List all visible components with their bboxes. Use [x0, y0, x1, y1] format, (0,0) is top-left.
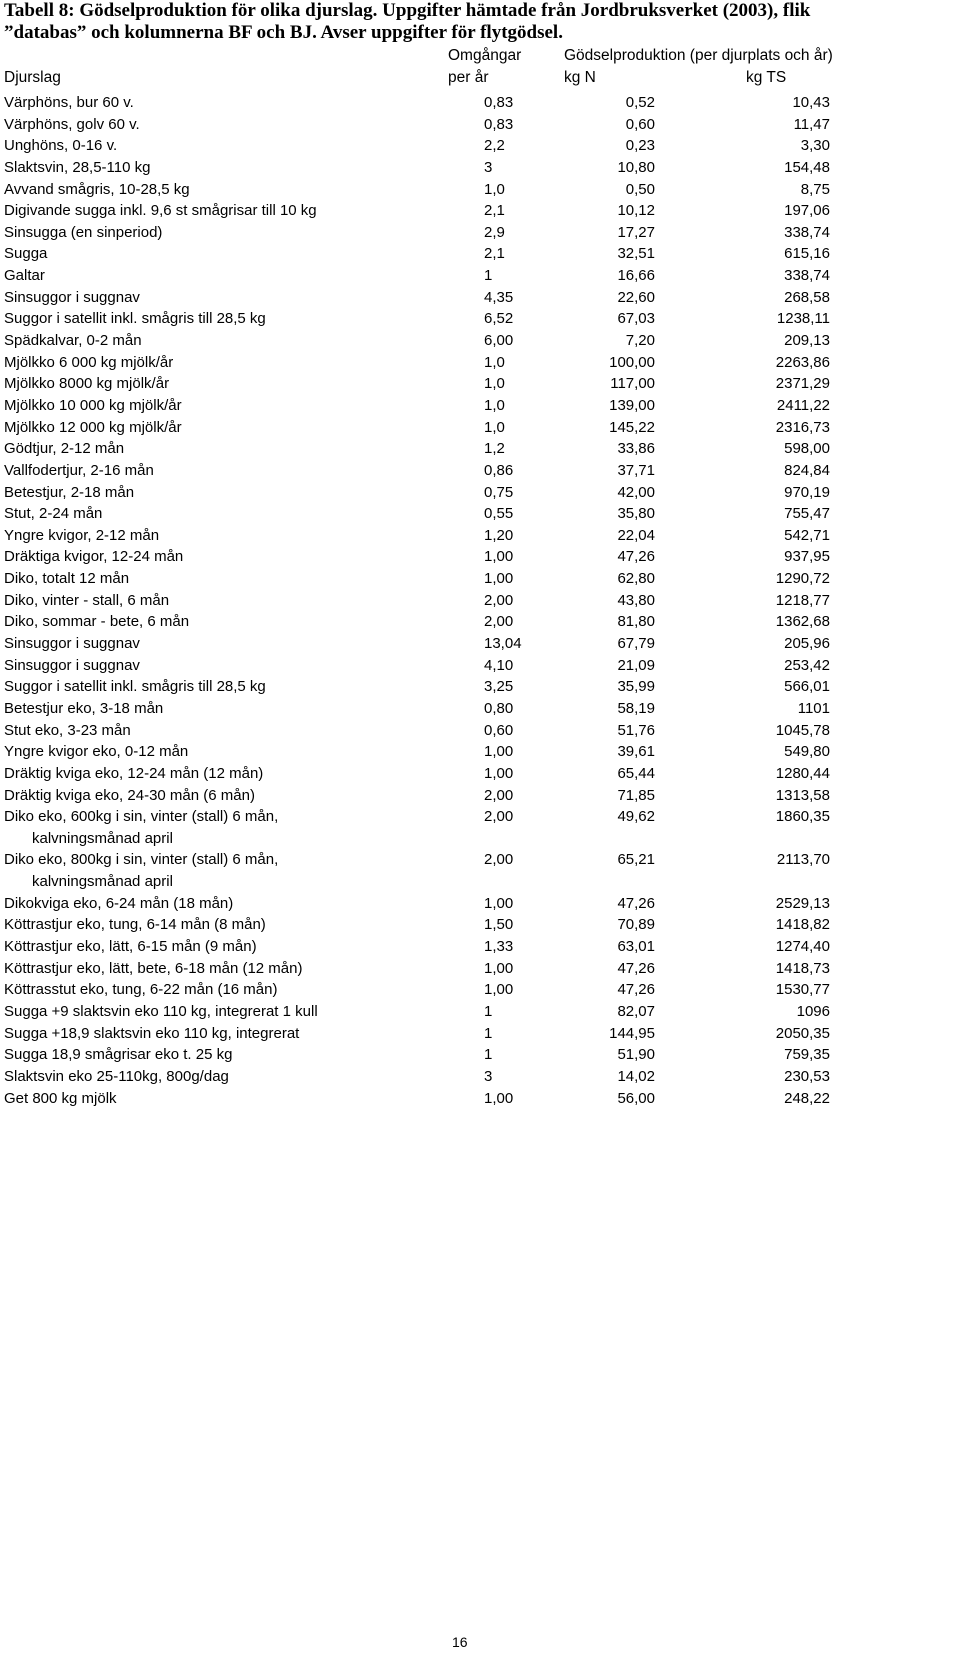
djurslag-text: Köttrastjur eko, lätt, 6-15 mån (9 mån): [4, 938, 257, 956]
cell-djurslag: [4, 92, 134, 114]
cell-djurslag: [4, 546, 183, 568]
cell-omgangar: 0,55: [484, 505, 514, 523]
cell-kg-n: 65,21: [617, 851, 655, 869]
cell-djurslag: [4, 135, 117, 157]
cell-kg-n: 67,79: [617, 635, 655, 653]
cell-kg-ts: 615,16: [784, 245, 830, 263]
cell-kg-n: 0,52: [625, 94, 655, 111]
djurslag-text: Diko, totalt 12 mån: [4, 570, 130, 588]
cell-omgangar: 3: [484, 1067, 493, 1085]
cell-kg-n: 10,12: [617, 202, 655, 220]
cell-kg-n: 70,89: [617, 916, 655, 934]
cell-kg-n: 56,00: [617, 1089, 655, 1107]
cell-djurslag: [4, 308, 266, 330]
table-row: [0, 352, 960, 374]
table-row: [0, 308, 960, 330]
table-row: [0, 806, 960, 849]
djurslag-text: Gödtjur, 2-12 mån: [4, 440, 125, 458]
cell-kg-ts: 2371,29: [775, 375, 830, 393]
cell-omgangar: 1,00: [484, 1089, 514, 1107]
cell-kg-ts: 970,19: [784, 483, 830, 501]
cell-djurslag: [4, 1066, 229, 1088]
cell-djurslag: [4, 482, 134, 504]
djurslag-text: Dikokviga eko, 6-24 mån (18 mån): [4, 894, 234, 912]
djurslag-text: Sinsuggor i suggnav: [4, 656, 140, 674]
table-row: [0, 676, 960, 698]
cell-omgangar: 1: [484, 1002, 493, 1020]
table-row: [0, 936, 960, 958]
cell-kg-n: 63,01: [617, 938, 655, 956]
cell-djurslag: [4, 417, 182, 439]
cell-kg-ts: 205,96: [784, 635, 830, 653]
cell-omgangar: 1,00: [484, 743, 514, 761]
djurslag-text: Betestjur eko, 3-18 mån: [4, 699, 164, 717]
table-row: [0, 265, 960, 287]
cell-kg-ts: 248,22: [784, 1089, 830, 1107]
cell-kg-n: 51,76: [617, 721, 655, 739]
cell-kg-n: 0,50: [625, 180, 655, 198]
table-row: [0, 785, 960, 807]
cell-djurslag: [4, 698, 163, 720]
cell-omgangar: 6,00: [484, 332, 514, 350]
cell-kg-n: 47,26: [617, 894, 655, 912]
djurslag-text: Yngre kvigor, 2-12 mån: [4, 526, 160, 544]
table-row: [0, 222, 960, 244]
table-row: [0, 893, 960, 915]
table-row: [0, 720, 960, 742]
cell-kg-ts: 759,35: [784, 1046, 830, 1064]
table-row: [0, 958, 960, 980]
table-row: [0, 395, 960, 417]
cell-djurslag: [4, 720, 131, 742]
cell-omgangar: 1,33: [484, 938, 514, 956]
table-row: [0, 438, 960, 460]
cell-omgangar: 4,35: [484, 288, 514, 306]
cell-djurslag: [4, 1023, 299, 1045]
djurslag-text: Köttrasstut eko, tung, 6-22 mån (16 mån): [4, 981, 278, 999]
cell-omgangar: 4,10: [484, 656, 514, 674]
cell-kg-n: 47,26: [617, 981, 655, 999]
table-row: [0, 460, 960, 482]
cell-kg-n: 47,26: [617, 959, 655, 977]
cell-kg-n: 35,80: [617, 505, 655, 523]
cell-kg-ts: 1101: [797, 699, 830, 717]
djurslag-text: Sugga 18,9 smågrisar eko t. 25 kg: [4, 1046, 233, 1064]
cell-kg-n: 14,02: [617, 1067, 655, 1085]
djurslag-text: Yngre kvigor eko, 0-12 mån: [4, 743, 189, 761]
cell-kg-n: 62,80: [617, 570, 655, 588]
cell-omgangar: 1,2: [484, 440, 505, 458]
djurslag-text: Avvand smågris, 10-28,5 kg: [4, 180, 190, 198]
cell-djurslag: [4, 157, 150, 179]
djurslag-text: Digivande sugga inkl. 9,6 st smågrisar till 10 kg: [4, 202, 317, 220]
cell-kg-n: 71,85: [617, 786, 655, 804]
cell-kg-n: 67,03: [617, 310, 655, 328]
cell-kg-n: 32,51: [617, 245, 655, 263]
cell-kg-n: 21,09: [617, 656, 655, 674]
djurslag-text: Suggor i satellit inkl. smågris till 28,5 kg: [4, 678, 266, 696]
djurslag-text-continued: kalvningsmånad april: [32, 829, 173, 847]
cell-kg-n: 35,99: [617, 678, 655, 696]
cell-omgangar: 0,86: [484, 461, 514, 479]
cell-omgangar: 1,00: [484, 894, 514, 912]
cell-djurslag: [4, 287, 140, 309]
cell-djurslag: [4, 222, 162, 244]
cell-omgangar: 0,60: [484, 721, 514, 739]
header-djurslag: Djurslag: [4, 69, 61, 86]
cell-kg-n: 65,44: [617, 764, 655, 782]
cell-kg-ts: 1530,77: [775, 981, 830, 999]
cell-kg-ts: 566,01: [784, 678, 830, 696]
cell-kg-ts: 2529,13: [775, 894, 830, 912]
cell-djurslag: [4, 438, 124, 460]
cell-djurslag: [4, 785, 255, 807]
cell-djurslag: [4, 568, 129, 590]
cell-djurslag: [4, 849, 278, 892]
cell-omgangar: 6,52: [484, 310, 514, 328]
cell-djurslag: [4, 395, 182, 417]
djurslag-text: Sinsuggor i suggnav: [4, 288, 140, 306]
table-row: [0, 525, 960, 547]
cell-kg-ts: 549,80: [784, 743, 830, 761]
cell-kg-n: 42,00: [617, 483, 655, 501]
cell-djurslag: [4, 1001, 318, 1023]
cell-omgangar: 1,20: [484, 526, 514, 544]
table-row: [0, 633, 960, 655]
cell-kg-ts: 2050,35: [775, 1024, 830, 1042]
table-row: [0, 763, 960, 785]
cell-kg-ts: 2113,70: [776, 851, 830, 869]
djurslag-text: Mjölkko 8000 kg mjölk/år: [4, 375, 170, 393]
cell-kg-ts: 268,58: [784, 288, 830, 306]
cell-kg-ts: 230,53: [784, 1067, 830, 1085]
djurslag-text: Diko eko, 600kg i sin, vinter (stall) 6 mån,: [4, 808, 279, 826]
cell-djurslag: [4, 352, 173, 374]
cell-kg-ts: 338,74: [784, 223, 830, 241]
cell-kg-ts: 755,47: [784, 505, 830, 523]
cell-omgangar: 2,2: [484, 137, 505, 155]
cell-djurslag: [4, 525, 159, 547]
cell-omgangar: 13,04: [484, 635, 522, 653]
table-row: [0, 849, 960, 892]
table-row: [0, 741, 960, 763]
table-row: [0, 1088, 960, 1110]
cell-omgangar: 2,00: [484, 851, 514, 869]
cell-omgangar: 1,00: [484, 570, 514, 588]
cell-omgangar: 2,9: [484, 223, 505, 241]
cell-djurslag: [4, 114, 140, 136]
table-row: [0, 92, 960, 114]
djurslag-text: Unghöns, 0-16 v.: [4, 137, 118, 155]
cell-djurslag: [4, 763, 263, 785]
caption-line-2: ”databas” och kolumnerna BF och BJ. Avser uppgifter för flytgödsel.: [4, 22, 563, 43]
table-row: [0, 503, 960, 525]
cell-kg-ts: 1418,82: [775, 916, 830, 934]
djurslag-text: Köttrastjur eko, lätt, bete, 6-18 mån (12 mån): [4, 959, 303, 977]
djurslag-text: Mjölkko 10 000 kg mjölk/år: [4, 396, 182, 414]
djurslag-text: Värphöns, golv 60 v.: [4, 115, 140, 133]
cell-omgangar: 1,0: [484, 396, 505, 414]
header-godselproduktion: Gödselproduktion (per djurplats och år): [564, 47, 833, 64]
cell-omgangar: 1,0: [484, 180, 505, 198]
table-row: [0, 200, 960, 222]
djurslag-text: Suggor i satellit inkl. smågris till 28,5 kg: [4, 310, 266, 328]
table-row: [0, 287, 960, 309]
djurslag-text: Diko eko, 800kg i sin, vinter (stall) 6 mån,: [4, 851, 279, 869]
cell-djurslag: [4, 806, 278, 849]
djurslag-text: Köttrastjur eko, tung, 6-14 mån (8 mån): [4, 916, 266, 934]
table-row: [0, 179, 960, 201]
djurslag-text: Dräktig kviga eko, 12-24 mån (12 mån): [4, 764, 264, 782]
cell-omgangar: 1: [484, 267, 493, 285]
cell-kg-n: 82,07: [617, 1002, 655, 1020]
cell-omgangar: 1,00: [484, 981, 514, 999]
cell-omgangar: 1,50: [484, 916, 514, 934]
cell-kg-n: 58,19: [617, 699, 655, 717]
cell-omgangar: 2,00: [484, 613, 514, 631]
cell-djurslag: [4, 676, 266, 698]
header-per-ar: per år: [448, 69, 489, 86]
cell-djurslag: [4, 373, 169, 395]
table-row: [0, 114, 960, 136]
table-row: [0, 655, 960, 677]
cell-kg-n: 117,00: [610, 375, 655, 393]
cell-kg-n: 22,04: [617, 526, 655, 544]
cell-kg-n: 33,86: [617, 440, 655, 458]
cell-kg-ts: 824,84: [784, 461, 830, 479]
cell-kg-ts: 2263,86: [775, 353, 830, 371]
cell-omgangar: 1,0: [484, 375, 505, 393]
cell-kg-n: 0,23: [625, 137, 655, 155]
cell-kg-ts: 1045,78: [775, 721, 830, 739]
djurslag-text: Get 800 kg mjölk: [4, 1089, 117, 1107]
cell-omgangar: 0,75: [484, 483, 514, 501]
cell-omgangar: 1: [484, 1046, 493, 1064]
cell-kg-ts: 1362,68: [775, 613, 830, 631]
cell-omgangar: 1: [484, 1024, 493, 1042]
djurslag-text: Betestjur, 2-18 mån: [4, 483, 135, 501]
table-row: [0, 546, 960, 568]
cell-djurslag: [4, 179, 190, 201]
cell-djurslag: [4, 655, 140, 677]
cell-omgangar: 0,83: [484, 115, 514, 133]
cell-kg-ts: 1313,58: [775, 786, 830, 804]
cell-kg-n: 7,20: [625, 332, 655, 350]
djurslag-text-continued: kalvningsmånad april: [32, 873, 173, 891]
djurslag-text: Värphöns, bur 60 v.: [4, 94, 134, 111]
cell-kg-ts: 1218,77: [775, 591, 830, 609]
cell-djurslag: [4, 1044, 232, 1066]
cell-kg-n: 144,95: [609, 1024, 655, 1042]
cell-djurslag: [4, 633, 140, 655]
djurslag-text: Spädkalvar, 0-2 mån: [4, 332, 142, 350]
table-row: [0, 417, 960, 439]
cell-omgangar: 3,25: [484, 678, 514, 696]
cell-omgangar: 0,80: [484, 699, 514, 717]
cell-kg-n: 139,00: [609, 396, 655, 414]
cell-djurslag: [4, 611, 189, 633]
header-omgangar: Omgångar: [448, 47, 522, 64]
cell-kg-ts: 8,75: [800, 180, 830, 198]
cell-kg-ts: 2316,73: [775, 418, 830, 436]
cell-kg-ts: 1860,35: [775, 808, 830, 826]
table-row: [0, 135, 960, 157]
cell-djurslag: [4, 893, 233, 915]
table-row: [0, 1066, 960, 1088]
cell-kg-n: 16,66: [617, 267, 655, 285]
cell-djurslag: [4, 200, 317, 222]
table-caption: [4, 0, 944, 44]
djurslag-text: Sinsuggor i suggnav: [4, 635, 140, 653]
djurslag-text: Mjölkko 12 000 kg mjölk/år: [4, 418, 182, 436]
table-row: [0, 482, 960, 504]
djurslag-text: Stut eko, 3-23 mån: [4, 721, 131, 739]
cell-kg-ts: 937,95: [784, 548, 830, 566]
cell-kg-n: 22,60: [617, 288, 655, 306]
table-row: [0, 330, 960, 352]
cell-djurslag: [4, 936, 257, 958]
caption-line-1: Tabell 8: Gödselproduktion för olika djurslag. Uppgifter hämtade från Jordbruksverket (2003), flik: [4, 0, 811, 21]
cell-djurslag: [4, 590, 169, 612]
djurslag-text: Slaktsvin eko 25-110kg, 800g/dag: [4, 1067, 229, 1085]
djurslag-text: Mjölkko 6 000 kg mjölk/år: [4, 353, 174, 371]
djurslag-text: Diko, sommar - bete, 6 mån: [4, 613, 190, 631]
cell-kg-ts: 1238,11: [776, 310, 830, 328]
cell-kg-ts: 154,48: [784, 158, 830, 176]
cell-omgangar: 1,00: [484, 548, 514, 566]
cell-omgangar: 2,00: [484, 786, 514, 804]
header-kg-ts: kg TS: [746, 69, 787, 86]
cell-kg-ts: 11,47: [793, 115, 830, 133]
table-row: [0, 243, 960, 265]
cell-djurslag: [4, 741, 188, 763]
cell-kg-ts: 1280,44: [775, 764, 830, 782]
cell-kg-n: 51,90: [617, 1046, 655, 1064]
cell-omgangar: 2,00: [484, 591, 514, 609]
djurslag-text: Dräktig kviga eko, 24-30 mån (6 mån): [4, 786, 255, 804]
cell-omgangar: 2,00: [484, 808, 514, 826]
cell-djurslag: [4, 330, 142, 352]
cell-kg-ts: 10,43: [792, 94, 830, 111]
cell-kg-ts: 209,13: [784, 332, 830, 350]
djurslag-text: Sugga: [4, 245, 48, 263]
cell-kg-ts: 1418,73: [775, 959, 830, 977]
table-row: [0, 1023, 960, 1045]
cell-kg-ts: 542,71: [784, 526, 830, 544]
cell-omgangar: 1,00: [484, 764, 514, 782]
djurslag-text: Galtar: [4, 267, 45, 285]
cell-djurslag: [4, 265, 45, 287]
cell-kg-n: 100,00: [609, 353, 655, 371]
table-row: [0, 1044, 960, 1066]
cell-kg-ts: 338,74: [784, 267, 830, 285]
cell-kg-n: 47,26: [617, 548, 655, 566]
table-row: [0, 979, 960, 1001]
cell-kg-n: 37,71: [617, 461, 655, 479]
page-number: 16: [452, 1634, 468, 1650]
table-row: [0, 590, 960, 612]
cell-omgangar: 1,00: [484, 959, 514, 977]
cell-omgangar: 2,1: [484, 245, 505, 263]
table-row: [0, 568, 960, 590]
table-row: [0, 611, 960, 633]
cell-djurslag: [4, 1088, 117, 1110]
cell-kg-n: 145,22: [609, 418, 655, 436]
cell-djurslag: [4, 979, 277, 1001]
cell-omgangar: 3: [484, 158, 493, 176]
cell-kg-ts: 2411,22: [776, 396, 830, 414]
djurslag-text: Stut, 2-24 mån: [4, 505, 103, 523]
cell-kg-n: 43,80: [617, 591, 655, 609]
cell-kg-n: 39,61: [617, 743, 655, 761]
cell-omgangar: 0,83: [484, 94, 514, 111]
cell-kg-ts: 197,06: [784, 202, 830, 220]
cell-kg-n: 0,60: [625, 115, 655, 133]
table-row: [0, 914, 960, 936]
djurslag-text: Slaktsvin, 28,5-110 kg: [4, 158, 151, 176]
cell-kg-ts: 1096: [796, 1002, 830, 1020]
table-row: [0, 157, 960, 179]
cell-omgangar: 1,0: [484, 353, 505, 371]
cell-kg-n: 81,80: [617, 613, 655, 631]
data-table: [0, 92, 960, 1109]
table-row: [0, 1001, 960, 1023]
cell-djurslag: [4, 460, 154, 482]
djurslag-text: Sinsugga (en sinperiod): [4, 223, 163, 241]
cell-kg-ts: 598,00: [784, 440, 830, 458]
cell-kg-ts: 3,30: [800, 137, 830, 155]
cell-kg-n: 10,80: [617, 158, 655, 176]
cell-omgangar: 2,1: [484, 202, 505, 220]
cell-djurslag: [4, 243, 47, 265]
cell-djurslag: [4, 503, 102, 525]
table-row: [0, 698, 960, 720]
cell-djurslag: [4, 958, 302, 980]
djurslag-text: Diko, vinter - stall, 6 mån: [4, 591, 170, 609]
table-row: [0, 373, 960, 395]
header-kg-n: kg N: [564, 69, 596, 86]
cell-kg-n: 49,62: [617, 808, 655, 826]
cell-kg-ts: 1290,72: [775, 570, 830, 588]
djurslag-text: Dräktiga kvigor, 12-24 mån: [4, 548, 184, 566]
cell-kg-n: 17,27: [617, 223, 655, 241]
cell-kg-ts: 253,42: [784, 656, 830, 674]
djurslag-text: Sugga +9 slaktsvin eko 110 kg, integrerat 1 kull: [4, 1002, 318, 1020]
cell-kg-ts: 1274,40: [775, 938, 830, 956]
djurslag-text: Sugga +18,9 slaktsvin eko 110 kg, integrerat: [4, 1024, 300, 1042]
cell-djurslag: [4, 914, 266, 936]
cell-omgangar: 1,0: [484, 418, 505, 436]
djurslag-text: Vallfodertjur, 2-16 mån: [4, 461, 154, 479]
